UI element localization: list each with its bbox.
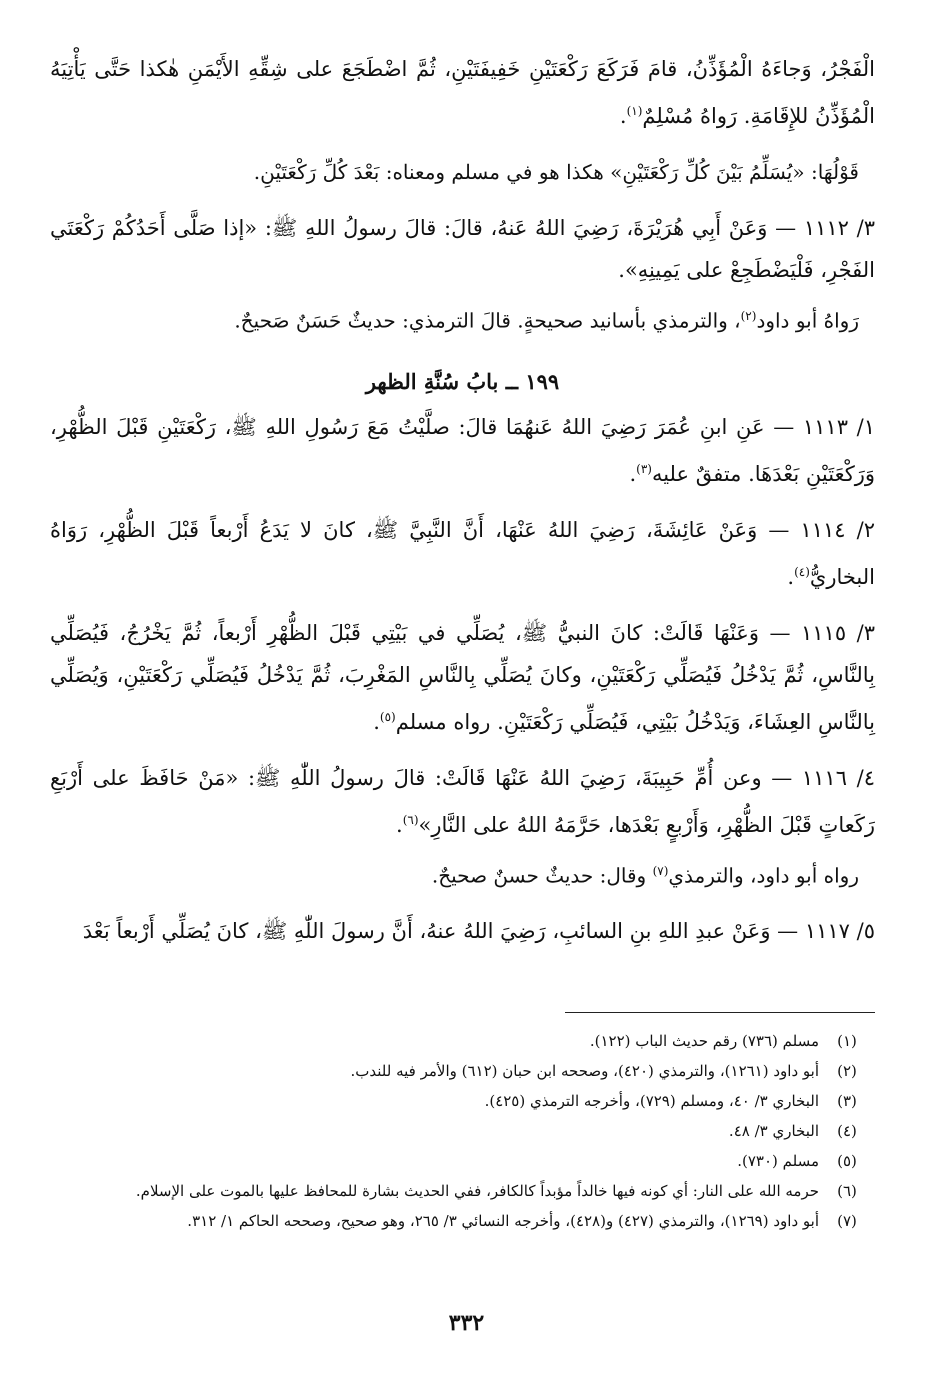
- footnote-text: البخاري ٣/ ٤٠، ومسلم (٧٢٩)، وأخرجه الترمذي (٤٢٥).: [484, 1092, 819, 1110]
- footnote-ref[interactable]: (١): [626, 104, 643, 118]
- footnote-item: [50, 1060, 875, 1082]
- footnote-item: [50, 1030, 875, 1052]
- footnote-text: حرمه الله على النار: أي كونه فيها خالداً مؤبداً كالكافر، ففي الحديث بشارة للمحافظ عليها بالموت على الإسلام.: [135, 1182, 819, 1200]
- footnote-item: [50, 1210, 875, 1232]
- footnote-ref[interactable]: (٤): [794, 564, 810, 579]
- text-end: .: [619, 104, 627, 128]
- footnote-text: مسلم (٧٣٠).: [737, 1152, 819, 1170]
- paragraph-hadith-1114: [50, 509, 875, 598]
- footnote-ref[interactable]: (٢): [740, 309, 757, 323]
- footnote-number: (٦): [837, 1182, 857, 1200]
- footnote-text: مسلم (٧٣٦) رقم حديث الباب (١٢٢).: [589, 1032, 819, 1050]
- footnote-ref[interactable]: (٧): [652, 863, 669, 878]
- footnote-text: البخاري ٣/ ٤٨.: [728, 1122, 819, 1140]
- text-end: .: [787, 564, 795, 589]
- text-end: .: [629, 461, 637, 486]
- text-end: .: [396, 812, 403, 837]
- chapter-heading: ١٩٩ ــ بابُ سُنَّةِ الظهر: [365, 368, 560, 394]
- footnote-ref[interactable]: (٣): [636, 461, 652, 476]
- text: ٤/ ١١١٦ — وعن أُمِّ حَبِيبَةَ، رَضِيَ اللهُ عَنْهَا قَالَتْ: قالَ رسولُ اللّٰهِ ﷺ: «مَنْ حَافَظَ على أَرْبَعِ رَكَعاتٍ قَبْلَ الظُّهْرِ، وَأَرْبعٍ بَعْدَها، حَرَّمَهُ اللهُ على النَّارِ»: [50, 765, 875, 837]
- footnote-item: [50, 1120, 875, 1142]
- footnote-number: (١): [837, 1032, 857, 1050]
- footnote-separator: [565, 1012, 875, 1013]
- text: الْفَجْرُ، وَجاءَهُ الْمُؤَذِّنُ، قامَ فَرَكَعَ رَكْعَتَيْنِ خَفِيفَتَيْنِ، ثُمَّ اضْطَجَعَ على شِقِّهِ الأَيْمَنِ هٰكذا حَتَّى يَأْتِيَهُ الْمُؤَذِّنُ للإِقَامَةِ. رَواهُ مُسْلِمٌ: [50, 57, 875, 128]
- paragraph-narration-1112: [50, 295, 875, 342]
- paragraph-hadith-1115: [50, 612, 875, 743]
- footnote-item: [50, 1150, 875, 1172]
- text-end: ، والترمذي بأسانيد صحيحةٍ. قالَ الترمذي: حديثٌ حَسَنٌ صَحيحٌ.: [234, 308, 741, 333]
- text: ٢/ ١١١٤ — وَعَنْ عَائِشَةَ، رَضِيَ اللهُ عَنْهَا، أَنَّ النَّبِيَّ ﷺ، كانَ لا يَدَعُ أَرْبعاً قَبْلَ الظُّهْرِ، رَوَاهُ البخاريُّ: [50, 517, 875, 589]
- footnote-number: (٣): [837, 1092, 857, 1110]
- footnote-number: (٥): [837, 1152, 857, 1170]
- footnote-number: (٧): [837, 1212, 857, 1230]
- paragraph-hadith-1113: [50, 406, 875, 495]
- text-end: وقال: حديثٌ حسنٌ صحيحٌ.: [431, 863, 653, 888]
- text: ٣/ ١١١٥ — وَعَنْهَا قَالَتْ: كانَ النبيُّ ﷺ، يُصَلِّي في بَيْتِي قَبْلَ الظُّهْرِ أَرْبعاً، ثُمَّ يَخْرُجُ، فَيُصَلِّي بِالنَّاسِ، ثُمَّ يَدْخُلُ فَيُصَلِّي رَكْعَتَيْنِ، وكانَ يُصَلِّي بِالنَّاسِ المَغْرِبَ، ثُمَّ يَدْخُلُ فَيُصَلِّي رَكْعَتَيْنِ، وَيُصَلِّي بِالنَّاسِ العِشَاءَ، وَيَدْخُلُ بَيْتِي، فَيُصَلِّي رَكْعَتَيْنِ. رواه مسلم: [50, 620, 875, 734]
- paragraph-hadith-1112: ٣/ ١١١٢ — وَعَنْ أَبِي هُرَيْرَةَ، رَضِيَ اللهُ عَنهُ، قالَ: قالَ رسولُ اللهِ ﷺ: «إذا صَلَّى أَحَدُكُمْ رَكْعَتَي الفَجْرِ، فَلْيَضْطَجِعْ على يَمِينِهِ».: [50, 216, 875, 282]
- text: رواه أبو داود، والترمذي: [668, 863, 859, 888]
- footnotes: [50, 1030, 875, 1240]
- paragraph-narration-1116: [50, 850, 875, 897]
- footnote-ref[interactable]: (٥): [379, 709, 396, 724]
- footnote-number: (٤): [837, 1122, 857, 1140]
- text: رَواهُ أبو داود: [756, 308, 859, 333]
- footnote-number: (٢): [837, 1062, 857, 1080]
- page-number: ٣٣٢: [448, 1310, 485, 1336]
- paragraph-explanation: قَوْلُهَا: «يُسَلِّمُ بَيْنَ كُلِّ رَكْعَتَيْنِ» هكذا هو في مسلم ومعناه: بَعْدَ كُلِّ رَكْعَتَيْنِ.: [253, 160, 859, 184]
- footnote-ref[interactable]: (٦): [402, 812, 419, 827]
- page-body: [50, 48, 875, 952]
- paragraph-hadith-continuation: [50, 48, 875, 137]
- footnote-item: [50, 1090, 875, 1112]
- footnote-item: [50, 1180, 875, 1202]
- paragraph-hadith-1116: [50, 757, 875, 846]
- footnote-text: أبو داود (١٢٦١)، والترمذي (٤٢٠)، وصححه ابن حبان (٦١٢) والأمر فيه للندب.: [350, 1062, 819, 1080]
- text: ١/ ١١١٣ — عَنِ ابنِ عُمَرَ رَضِيَ اللهُ عَنهُمَا قالَ: صلَّيْتُ مَعَ رَسُولِ اللهِ ﷺ، رَكْعَتَيْنِ قَبْلَ الظُّهْرِ، وَرَكْعَتَيْنِ بَعْدَهَا. متفقٌ عليه: [50, 414, 875, 486]
- footnote-text: أبو داود (١٢٦٩)، والترمذي (٤٢٧) و(٤٢٨)، وأخرجه النسائي ٣/ ٢٦٥، وهو صحيح، وصححه الحاكم ١/ ٣١٢.: [187, 1212, 819, 1230]
- text-end: .: [373, 709, 380, 734]
- paragraph-hadith-1117: ٥/ ١١١٧ — وَعَنْ عبدِ اللهِ بنِ السائبِ، رَضِيَ اللهُ عنهُ، أَنَّ رسولَ اللّٰهِ ﷺ، كانَ يُصَلِّي أَرْبعاً بَعْدَ: [82, 919, 875, 944]
